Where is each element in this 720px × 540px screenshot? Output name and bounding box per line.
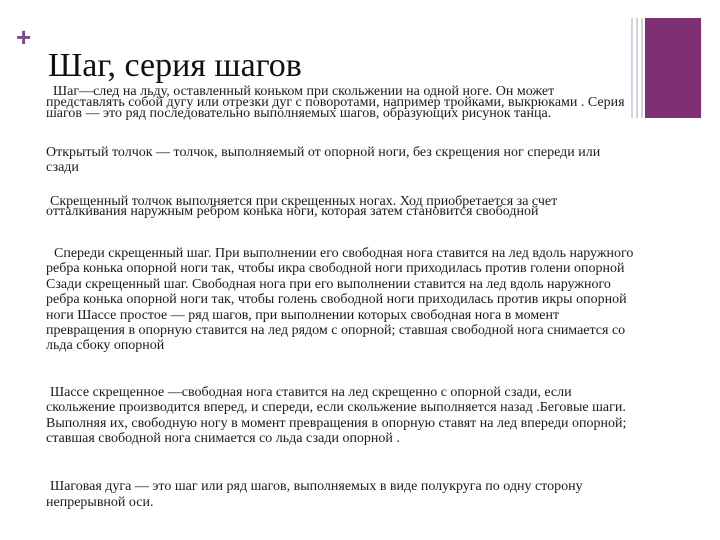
paragraph-crossed-chasse: Шассе скрещенное —свободная нога ставится на лед скрещенно с опорной сзади, если скольжение производится вперед, и спереди, если скольжение выполняется назад .Беговые шаги. Выполняя их, свободную ногу в момент превращения в опорную ставят на лед впереди опорной; ставшая свободной нога снимается со льда сзади опорной . — [46, 384, 627, 447]
accent-block — [645, 18, 701, 118]
paragraph-open-push: Открытый толчок — толчок, выполняемый от опорной ноги, без скрещения ног спереди или сзади — [46, 145, 601, 175]
paragraph-crossed-push: Скрещенный толчок выполняется при скрещенных ногах. Ход приобретается за счет отталкивания наружным ребром конька ноги, которая затем становится свободной — [46, 194, 558, 219]
decorative-line-3 — [641, 18, 643, 118]
paragraph-step-arc: Шаговая дуга — это шаг или ряд шагов, выполняемых в виде полукруга по одну сторону непрерывной оси. — [46, 478, 583, 510]
paragraph-crossed-steps: Спереди скрещенный шаг. При выполнении его свободная нога ставится на лед вдоль наружного ребра конька опорной ноги так, чтобы икра свободной ноги приходилась против голени опорной Сзади скрещенный шаг. Свободная нога при его выполнении ставится на лед вдоль наружного ребра конька опорной ноги так, чтобы голень свободной ноги приходилась против икры опорной ноги Шассе простое — ряд шагов, при выполнении которых свободная нога в момент превращения в опорную ставится на лед рядом с опорной; ставшая свободной нога снимается со льда сбоку опорной — [46, 246, 634, 354]
decorative-line-2 — [636, 18, 638, 118]
plus-icon: + — [16, 22, 32, 52]
paragraph-step-definition: Шаг—след на льду, оставленный коньком при скольжении на одной ноге. Он может представлять собой дугу или отрезки дуг с поворотами, например тройками, выкрюками . Серия шагов — это ряд последовательно выполняемых шагов, образующих рисунок танца. — [46, 84, 625, 121]
slide-title: Шаг, серия шагов — [48, 47, 302, 84]
slide-content — [46, 86, 636, 511]
